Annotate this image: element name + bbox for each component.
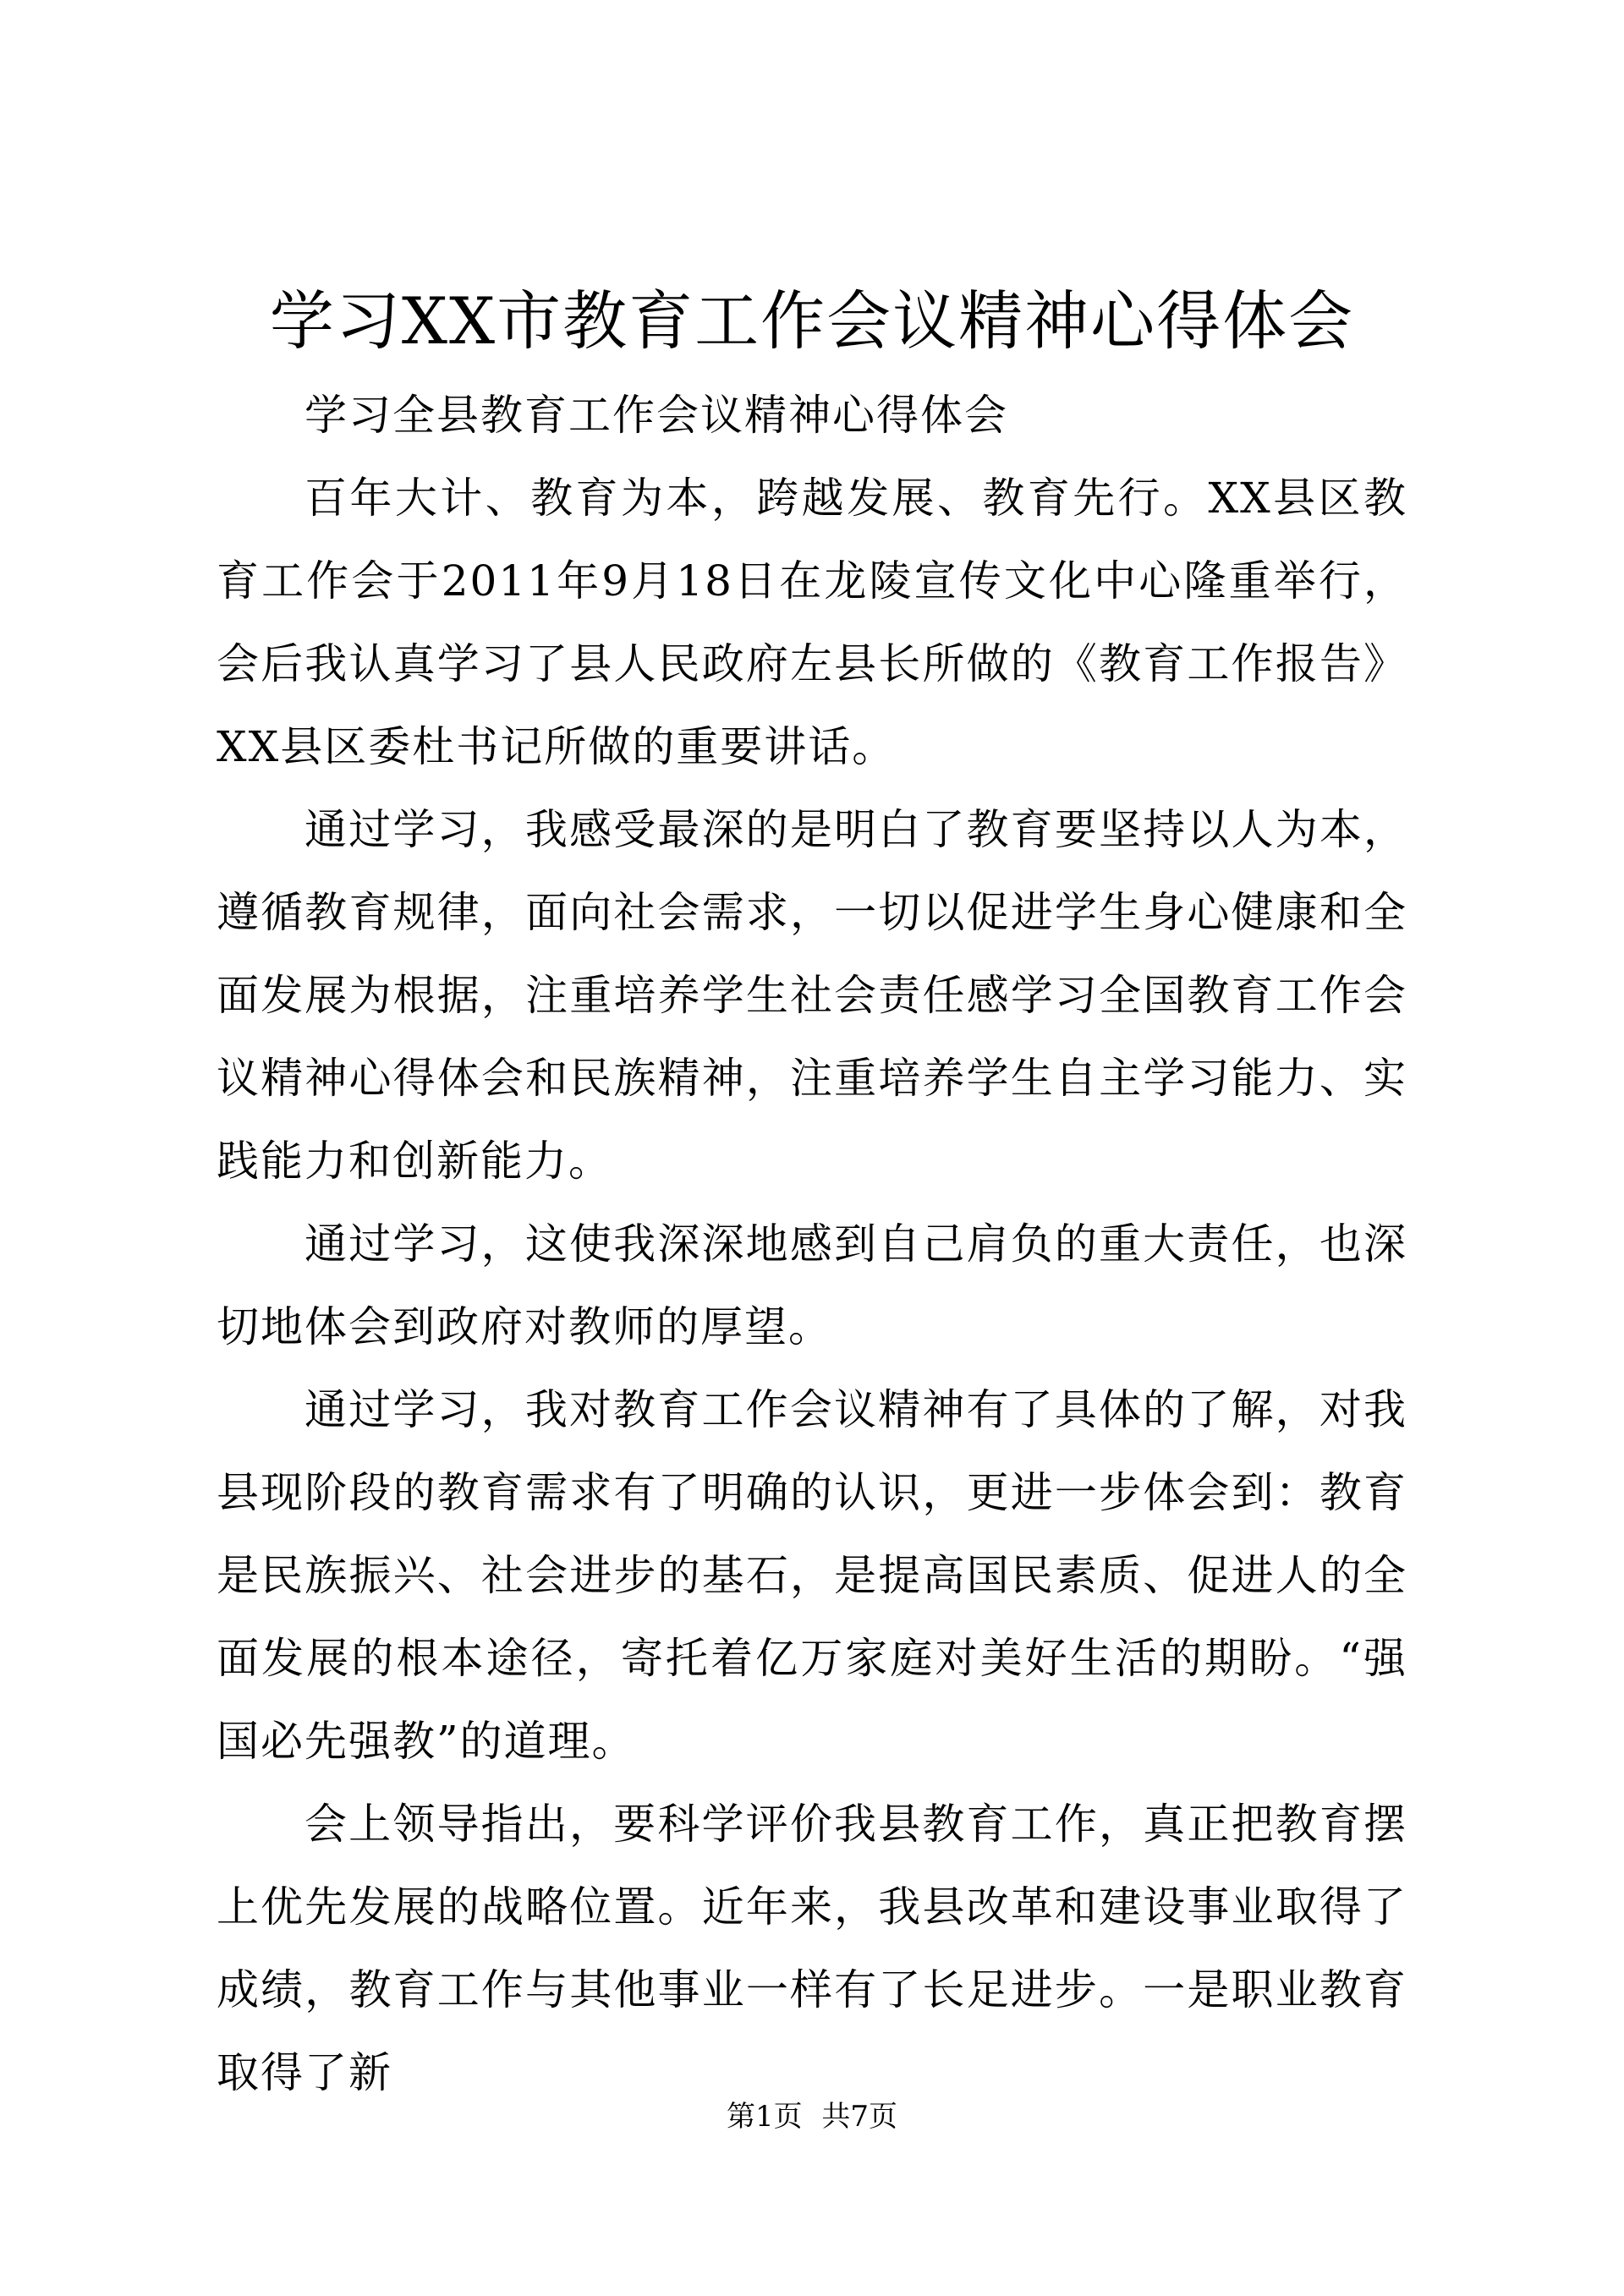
paragraph-subtitle: 学习全县教育工作会议精神心得体会	[304, 391, 1008, 440]
paragraph-5: 会上领导指出，要科学评价我县教育工作，真正把教育摆上优先发展的战略位置。近年来，我县改革和建设事业取得了成绩，教育工作与其他事业一样有了长足进步。一是职业教育取得了新	[217, 1800, 1407, 2097]
document-title: 学习XX市教育工作会议精神心得体会	[269, 283, 1355, 359]
page-footer	[0, 2096, 1624, 2138]
paragraph-2: 通过学习，我感受最深的是明白了教育要坚持以人为本，遵循教育规律，面向社会需求，一切以促进学生身心健康和全面发展为根据，注重培养学生社会责任感学习全国教育工作会议精神心得体会和民族精神，注重培养学生自主学习能力、实践能力和创新能力。	[217, 805, 1407, 1186]
paragraph-4: 通过学习，我对教育工作会议精神有了具体的了解，对我县现阶段的教育需求有了明确的认识，更进一步体会到：教育是民族振兴、社会进步的基石，是提高国民素质、促进人的全面发展的根本途径，寄托着亿万家庭对美好生活的期盼。“强国必先强教”的道理。	[217, 1385, 1407, 1766]
page-number: 第1页	[726, 2100, 803, 2134]
paragraph-1: 百年大计、教育为本，跨越发展、教育先行。XX县区教育工作会于2011年9月18日在龙陵宣传文化中心隆重举行，会后我认真学习了县人民政府左县长所做的《教育工作报告》XX县区委杜书记所做的重要讲话。	[217, 474, 1407, 771]
page-total: 共7页	[821, 2100, 898, 2134]
document-body	[217, 374, 1407, 2114]
paragraph-3: 通过学习，这使我深深地感到自己肩负的重大责任，也深切地体会到政府对教师的厚望。	[217, 1219, 1407, 1351]
